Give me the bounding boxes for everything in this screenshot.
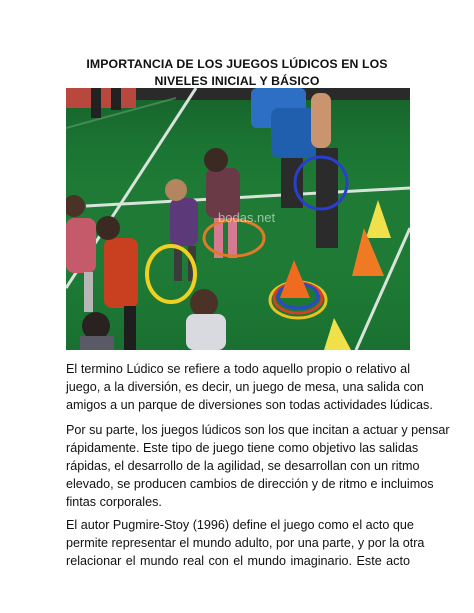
title-line-1: IMPORTANCIA DE LOS JUEGOS LÚDICOS EN LOS [86,57,388,71]
paragraph-line: permite representar el mundo adulto, por una parte, y por la otra [66,536,425,550]
paragraph-line: Por su parte, los juegos lúdicos son los que incitan a actuar y pensar [66,423,450,437]
paragraph-line: relacionar el mundo real con el mundo imaginario. Este acto [66,554,410,568]
title-line-2: NIVELES INICIAL Y BÁSICO [154,74,320,88]
paragraph-line: El termino Lúdico se refiere a todo aquello propio o relativo al [66,362,410,376]
paragraph-line: amigos a un parque de diversiones son todas actividades lúdicas. [66,398,433,412]
children-playing-photo [66,88,410,350]
paragraph-line: fintas corporales. [66,495,162,509]
paragraph-line: El autor Pugmire-Stoy (1996) define el juego como el acto que [66,518,414,532]
photo-watermark: bodas.net [218,210,276,225]
page-title [60,56,414,90]
paragraph-line: rápidas, el desarrollo de la agilidad, se desarrollan con un ritmo [66,459,420,473]
paragraph-juegos-ludicos [66,421,450,511]
paragraph-line: juego, a la diversión, es decir, un juego de mesa, una salida con [66,380,424,394]
paragraph-ludico-definition [66,360,433,414]
paragraph-line: elevado, se producen cambios de dirección y de ritmo e incluimos [66,477,434,491]
paragraph-pugmire-stoy [66,516,425,570]
paragraph-line: rápidamente. Este tipo de juego tiene como objetivo las salidas [66,441,419,455]
